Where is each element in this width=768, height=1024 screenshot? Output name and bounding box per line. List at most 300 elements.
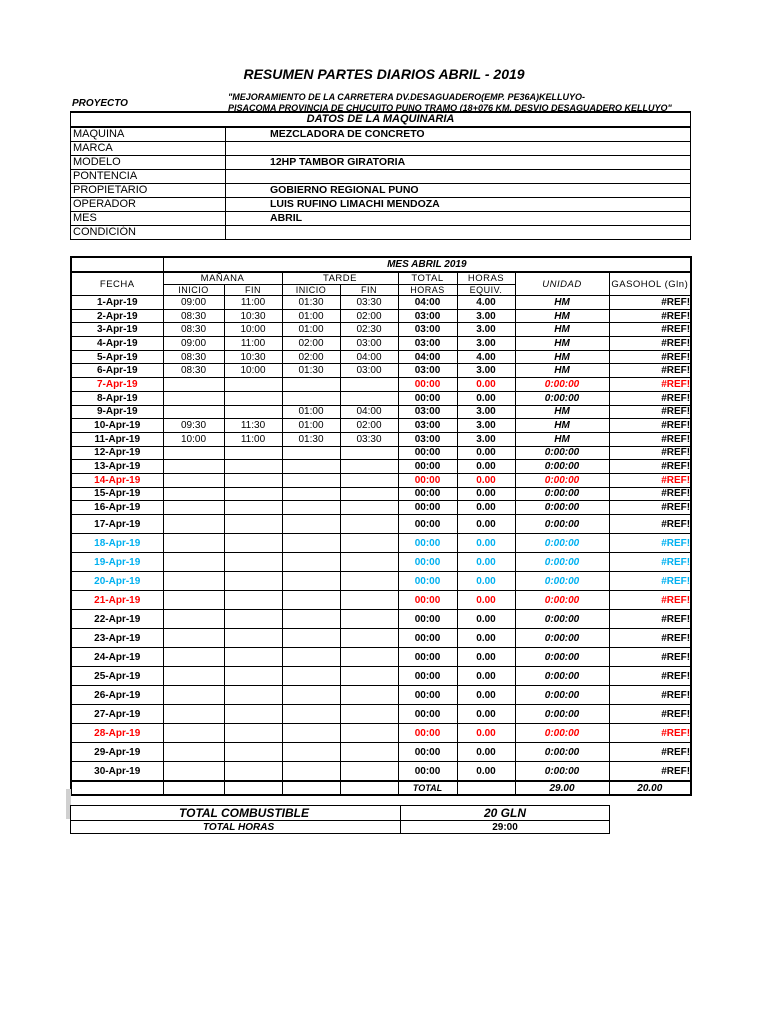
daily-log-table: [70, 256, 692, 796]
log-fecha: 23-Apr-19: [71, 629, 163, 648]
log-gasohol: #REF!: [609, 743, 691, 762]
log-tarde-inicio: [282, 515, 340, 534]
log-tarde-inicio: [282, 460, 340, 474]
col-unidad: UNIDAD: [515, 272, 609, 296]
log-manana-fin: [224, 572, 282, 591]
log-tarde-inicio: 01:30: [282, 364, 340, 378]
log-tarde-inicio: [282, 487, 340, 501]
total-horas-label: TOTAL HORAS: [71, 821, 401, 834]
log-horas-equiv: 0.00: [457, 534, 515, 553]
col-fecha: FECHA: [71, 272, 163, 296]
col-tarde-inicio: INICIO: [282, 285, 340, 296]
log-unidad: HM: [515, 405, 609, 419]
log-horas-equiv: 0.00: [457, 572, 515, 591]
log-fecha: 7-Apr-19: [71, 378, 163, 392]
log-unidad: 0:00:00: [515, 591, 609, 610]
machine-info-value: GOBIERNO REGIONAL PUNO: [226, 184, 691, 198]
log-unidad: HM: [515, 350, 609, 364]
log-fecha: 10-Apr-19: [71, 419, 163, 433]
log-horas-equiv: 0.00: [457, 553, 515, 572]
log-unidad: 0:00:00: [515, 667, 609, 686]
log-fecha: 3-Apr-19: [71, 323, 163, 337]
log-horas-equiv: 0.00: [457, 724, 515, 743]
log-unidad: 0:00:00: [515, 610, 609, 629]
log-tarde-inicio: 01:00: [282, 419, 340, 433]
log-month-header: MES ABRIL 2019: [163, 257, 691, 272]
machine-info-label: MODELO: [71, 156, 226, 170]
log-fecha: 30-Apr-19: [71, 762, 163, 782]
log-gasohol: #REF!: [609, 667, 691, 686]
log-row: [71, 432, 691, 446]
log-tarde-fin: [340, 534, 398, 553]
log-manana-fin: [224, 629, 282, 648]
log-manana-inicio: [163, 572, 224, 591]
log-gasohol: #REF!: [609, 337, 691, 351]
log-tarde-fin: [340, 391, 398, 405]
log-manana-fin: [224, 391, 282, 405]
log-manana-fin: [224, 487, 282, 501]
log-unidad: 0:00:00: [515, 446, 609, 460]
log-total-horas: 03:00: [398, 309, 457, 323]
log-tarde-fin: [340, 629, 398, 648]
log-manana-inicio: 08:30: [163, 323, 224, 337]
log-unidad: 0:00:00: [515, 391, 609, 405]
log-tarde-fin: [340, 572, 398, 591]
col-horas-equiv-1: HORAS: [457, 272, 515, 285]
log-total-horas: 03:00: [398, 323, 457, 337]
log-manana-fin: [224, 724, 282, 743]
log-fecha: 2-Apr-19: [71, 309, 163, 323]
machine-info-label: MAQUINA: [71, 127, 226, 142]
log-tarde-inicio: [282, 391, 340, 405]
log-gasohol: #REF!: [609, 309, 691, 323]
log-tarde-inicio: [282, 473, 340, 487]
log-gasohol: #REF!: [609, 460, 691, 474]
log-tarde-inicio: 02:00: [282, 337, 340, 351]
log-manana-fin: [224, 553, 282, 572]
log-gasohol: #REF!: [609, 648, 691, 667]
log-unidad: 0:00:00: [515, 762, 609, 782]
log-horas-equiv: 0.00: [457, 501, 515, 515]
log-tarde-inicio: 01:00: [282, 309, 340, 323]
log-tarde-inicio: [282, 610, 340, 629]
log-row: [71, 446, 691, 460]
log-manana-inicio: [163, 391, 224, 405]
log-unidad: 0:00:00: [515, 487, 609, 501]
log-manana-inicio: [163, 629, 224, 648]
log-row: [71, 534, 691, 553]
log-fecha: 13-Apr-19: [71, 460, 163, 474]
log-tarde-fin: [340, 487, 398, 501]
page-title: RESUMEN PARTES DIARIOS ABRIL - 2019: [243, 66, 525, 82]
log-manana-fin: [224, 762, 282, 782]
log-tarde-inicio: [282, 705, 340, 724]
project-label: PROYECTO: [72, 98, 128, 109]
log-fecha: 8-Apr-19: [71, 391, 163, 405]
total-unidad: 29.00: [515, 781, 609, 795]
log-manana-inicio: [163, 705, 224, 724]
log-tarde-fin: 04:00: [340, 405, 398, 419]
log-horas-equiv: 0.00: [457, 648, 515, 667]
project-line-2: PISACOMA PROVINCIA DE CHUCUITO PUNO TRAMO (18+076 KM. DESVIO DESAGUADERO KELLUYO": [228, 103, 672, 113]
log-row: [71, 364, 691, 378]
log-gasohol: #REF!: [609, 378, 691, 392]
log-manana-fin: [224, 405, 282, 419]
col-total-horas-2: HORAS: [398, 285, 457, 296]
log-row: [71, 686, 691, 705]
log-tarde-inicio: 01:30: [282, 432, 340, 446]
machine-info-label: MARCA: [71, 142, 226, 156]
log-horas-equiv: 0.00: [457, 629, 515, 648]
log-gasohol: #REF!: [609, 501, 691, 515]
log-unidad: 0:00:00: [515, 743, 609, 762]
log-row: [71, 610, 691, 629]
log-horas-equiv: 0.00: [457, 610, 515, 629]
log-tarde-inicio: [282, 553, 340, 572]
log-gasohol: #REF!: [609, 432, 691, 446]
log-manana-inicio: [163, 487, 224, 501]
log-fecha: 16-Apr-19: [71, 501, 163, 515]
log-manana-fin: [224, 473, 282, 487]
log-fecha: 27-Apr-19: [71, 705, 163, 724]
log-manana-fin: [224, 743, 282, 762]
log-gasohol: #REF!: [609, 364, 691, 378]
log-tarde-fin: [340, 501, 398, 515]
log-manana-inicio: 10:00: [163, 432, 224, 446]
log-total-horas: 00:00: [398, 572, 457, 591]
log-tarde-inicio: 02:00: [282, 350, 340, 364]
log-unidad: HM: [515, 419, 609, 433]
log-row: [71, 724, 691, 743]
log-horas-equiv: 0.00: [457, 378, 515, 392]
log-total-horas: 00:00: [398, 553, 457, 572]
log-manana-fin: 10:30: [224, 350, 282, 364]
log-manana-fin: [224, 460, 282, 474]
log-fecha: 19-Apr-19: [71, 553, 163, 572]
log-gasohol: #REF!: [609, 296, 691, 310]
machine-info-row: [71, 184, 691, 198]
log-manana-fin: [224, 648, 282, 667]
log-horas-equiv: 0.00: [457, 591, 515, 610]
log-gasohol: #REF!: [609, 724, 691, 743]
log-total-horas: 00:00: [398, 515, 457, 534]
col-tarde-fin: FIN: [340, 285, 398, 296]
log-gasohol: #REF!: [609, 591, 691, 610]
log-gasohol: #REF!: [609, 610, 691, 629]
log-row: [71, 296, 691, 310]
machine-info-value: 12HP TAMBOR GIRATORIA: [226, 156, 691, 170]
log-tarde-fin: [340, 686, 398, 705]
log-fecha: 14-Apr-19: [71, 473, 163, 487]
machine-info-row: [71, 156, 691, 170]
log-row: [71, 405, 691, 419]
total-horas-value: 29:00: [401, 821, 610, 834]
log-gasohol: #REF!: [609, 762, 691, 782]
log-total-horas: 00:00: [398, 705, 457, 724]
log-gasohol: #REF!: [609, 534, 691, 553]
log-total-horas: 00:00: [398, 762, 457, 782]
log-manana-inicio: [163, 553, 224, 572]
machine-info-value: [226, 170, 691, 184]
log-total-horas: 03:00: [398, 419, 457, 433]
log-manana-inicio: [163, 648, 224, 667]
log-unidad: 0:00:00: [515, 572, 609, 591]
log-fecha: 1-Apr-19: [71, 296, 163, 310]
log-tarde-fin: [340, 446, 398, 460]
log-fecha: 29-Apr-19: [71, 743, 163, 762]
log-unidad: 0:00:00: [515, 629, 609, 648]
log-horas-equiv: 0.00: [457, 515, 515, 534]
machine-info-label: MES: [71, 212, 226, 226]
log-total-horas: 03:00: [398, 364, 457, 378]
log-fecha: 12-Apr-19: [71, 446, 163, 460]
log-total-horas: 03:00: [398, 432, 457, 446]
col-horas-equiv-2: EQUIV.: [457, 285, 515, 296]
machine-info-table: [70, 111, 691, 240]
log-tarde-fin: 02:30: [340, 323, 398, 337]
machine-info-label: CONDICIÓN: [71, 226, 226, 240]
log-row: [71, 487, 691, 501]
log-total-horas: 00:00: [398, 446, 457, 460]
log-row: [71, 378, 691, 392]
log-fecha: 21-Apr-19: [71, 591, 163, 610]
log-fecha: 24-Apr-19: [71, 648, 163, 667]
log-unidad: 0:00:00: [515, 501, 609, 515]
col-manana: MAÑANA: [163, 272, 282, 285]
log-manana-fin: [224, 705, 282, 724]
log-manana-fin: [224, 378, 282, 392]
log-row: [71, 337, 691, 351]
log-manana-inicio: [163, 591, 224, 610]
log-manana-fin: [224, 610, 282, 629]
log-tarde-inicio: [282, 686, 340, 705]
log-manana-fin: [224, 534, 282, 553]
log-fecha: 20-Apr-19: [71, 572, 163, 591]
log-horas-equiv: 0.00: [457, 391, 515, 405]
col-manana-fin: FIN: [224, 285, 282, 296]
log-fecha: 5-Apr-19: [71, 350, 163, 364]
machine-info-row: [71, 170, 691, 184]
col-total-horas-1: TOTAL: [398, 272, 457, 285]
log-manana-inicio: [163, 405, 224, 419]
total-gasohol: 20.00: [609, 781, 691, 795]
log-total-horas: 00:00: [398, 610, 457, 629]
log-manana-fin: [224, 515, 282, 534]
machine-info-row: [71, 226, 691, 240]
log-tarde-fin: 02:00: [340, 309, 398, 323]
log-fecha: 22-Apr-19: [71, 610, 163, 629]
log-manana-inicio: 08:30: [163, 350, 224, 364]
log-row: [71, 667, 691, 686]
log-tarde-fin: [340, 724, 398, 743]
log-tarde-inicio: [282, 591, 340, 610]
log-tarde-fin: [340, 705, 398, 724]
log-horas-equiv: 0.00: [457, 446, 515, 460]
col-tarde: TARDE: [282, 272, 398, 285]
log-total-horas: 04:00: [398, 296, 457, 310]
log-manana-inicio: 08:30: [163, 309, 224, 323]
log-manana-inicio: [163, 686, 224, 705]
log-unidad: 0:00:00: [515, 515, 609, 534]
log-gasohol: #REF!: [609, 515, 691, 534]
log-manana-fin: 11:00: [224, 337, 282, 351]
log-tarde-inicio: [282, 378, 340, 392]
log-total-horas: 00:00: [398, 724, 457, 743]
col-gasohol: GASOHOL (Gln): [609, 272, 691, 296]
log-horas-equiv: 3.00: [457, 309, 515, 323]
log-row: [71, 323, 691, 337]
log-tarde-fin: 03:30: [340, 432, 398, 446]
log-tarde-inicio: [282, 762, 340, 782]
log-row: [71, 473, 691, 487]
total-label: TOTAL: [398, 781, 457, 795]
log-tarde-fin: 03:00: [340, 337, 398, 351]
log-manana-inicio: [163, 501, 224, 515]
log-fecha: 11-Apr-19: [71, 432, 163, 446]
machine-info-row: [71, 212, 691, 226]
log-manana-fin: [224, 446, 282, 460]
log-horas-equiv: 4.00: [457, 296, 515, 310]
log-gasohol: #REF!: [609, 419, 691, 433]
log-unidad: 0:00:00: [515, 724, 609, 743]
log-tarde-inicio: [282, 629, 340, 648]
log-gasohol: #REF!: [609, 553, 691, 572]
log-manana-fin: [224, 501, 282, 515]
log-horas-equiv: 3.00: [457, 419, 515, 433]
log-row: [71, 460, 691, 474]
machine-info-value: MEZCLADORA DE CONCRETO: [226, 127, 691, 142]
log-fecha: 17-Apr-19: [71, 515, 163, 534]
log-unidad: 0:00:00: [515, 473, 609, 487]
machine-info-header: DATOS DE LA MAQUINARIA: [71, 112, 691, 127]
log-total-horas: 03:00: [398, 337, 457, 351]
log-horas-equiv: 0.00: [457, 686, 515, 705]
log-tarde-fin: [340, 378, 398, 392]
log-gasohol: #REF!: [609, 572, 691, 591]
log-total-horas: 00:00: [398, 391, 457, 405]
log-tarde-fin: [340, 743, 398, 762]
log-total-horas: 00:00: [398, 534, 457, 553]
log-manana-inicio: [163, 762, 224, 782]
log-tarde-fin: [340, 762, 398, 782]
log-row: [71, 350, 691, 364]
log-tarde-inicio: [282, 724, 340, 743]
log-total-horas: 00:00: [398, 648, 457, 667]
log-total-horas: 00:00: [398, 629, 457, 648]
log-tarde-fin: [340, 515, 398, 534]
log-gasohol: #REF!: [609, 473, 691, 487]
log-horas-equiv: 0.00: [457, 667, 515, 686]
log-horas-equiv: 0.00: [457, 762, 515, 782]
log-unidad: HM: [515, 323, 609, 337]
log-unidad: HM: [515, 432, 609, 446]
log-gasohol: #REF!: [609, 405, 691, 419]
machine-info-label: OPERADOR: [71, 198, 226, 212]
log-unidad: 0:00:00: [515, 534, 609, 553]
totals-summary: [70, 805, 610, 834]
log-tarde-inicio: [282, 667, 340, 686]
log-fecha: 18-Apr-19: [71, 534, 163, 553]
machine-info-row: [71, 198, 691, 212]
log-manana-fin: 10:00: [224, 364, 282, 378]
log-horas-equiv: 0.00: [457, 460, 515, 474]
log-row: [71, 648, 691, 667]
log-fecha: 9-Apr-19: [71, 405, 163, 419]
log-manana-inicio: [163, 534, 224, 553]
machine-info-label: PONTENCIA: [71, 170, 226, 184]
log-unidad: HM: [515, 337, 609, 351]
log-row: [71, 629, 691, 648]
log-gasohol: #REF!: [609, 487, 691, 501]
log-tarde-inicio: 01:00: [282, 405, 340, 419]
log-tarde-fin: [340, 667, 398, 686]
log-row: [71, 743, 691, 762]
log-unidad: 0:00:00: [515, 378, 609, 392]
log-total-horas: 00:00: [398, 591, 457, 610]
log-manana-fin: 11:30: [224, 419, 282, 433]
project-line-1: "MEJORAMIENTO DE LA CARRETERA DV.DESAGUADERO(EMP. PE36A)KELLUYO-: [228, 92, 585, 102]
log-total-horas: 00:00: [398, 667, 457, 686]
log-manana-fin: 11:00: [224, 432, 282, 446]
log-manana-inicio: [163, 460, 224, 474]
log-gasohol: #REF!: [609, 446, 691, 460]
log-total-horas: 00:00: [398, 487, 457, 501]
log-tarde-inicio: [282, 534, 340, 553]
log-manana-inicio: [163, 446, 224, 460]
log-row: [71, 309, 691, 323]
log-horas-equiv: 0.00: [457, 473, 515, 487]
total-combustible-value: 20 GLN: [401, 806, 610, 821]
log-manana-inicio: [163, 667, 224, 686]
log-row: [71, 705, 691, 724]
log-manana-inicio: 09:30: [163, 419, 224, 433]
log-horas-equiv: 3.00: [457, 337, 515, 351]
log-tarde-inicio: [282, 743, 340, 762]
log-manana-fin: 10:30: [224, 309, 282, 323]
log-tarde-fin: [340, 460, 398, 474]
log-row: [71, 591, 691, 610]
log-unidad: 0:00:00: [515, 648, 609, 667]
log-unidad: HM: [515, 296, 609, 310]
log-row: [71, 572, 691, 591]
log-tarde-inicio: [282, 446, 340, 460]
log-fecha: 26-Apr-19: [71, 686, 163, 705]
log-manana-fin: 11:00: [224, 296, 282, 310]
log-horas-equiv: 3.00: [457, 323, 515, 337]
log-manana-inicio: [163, 473, 224, 487]
log-fecha: 15-Apr-19: [71, 487, 163, 501]
log-total-horas: 00:00: [398, 378, 457, 392]
log-tarde-inicio: [282, 648, 340, 667]
log-total-horas: 00:00: [398, 501, 457, 515]
log-gasohol: #REF!: [609, 391, 691, 405]
machine-info-value: ABRIL: [226, 212, 691, 226]
log-horas-equiv: 0.00: [457, 705, 515, 724]
log-manana-inicio: 09:00: [163, 296, 224, 310]
log-total-horas: 04:00: [398, 350, 457, 364]
log-unidad: 0:00:00: [515, 686, 609, 705]
log-gasohol: #REF!: [609, 323, 691, 337]
log-manana-fin: [224, 667, 282, 686]
log-horas-equiv: 0.00: [457, 743, 515, 762]
log-tarde-fin: [340, 553, 398, 572]
log-manana-inicio: [163, 743, 224, 762]
log-total-horas: 00:00: [398, 743, 457, 762]
log-unidad: 0:00:00: [515, 705, 609, 724]
log-manana-fin: [224, 686, 282, 705]
log-manana-fin: [224, 591, 282, 610]
log-horas-equiv: 4.00: [457, 350, 515, 364]
